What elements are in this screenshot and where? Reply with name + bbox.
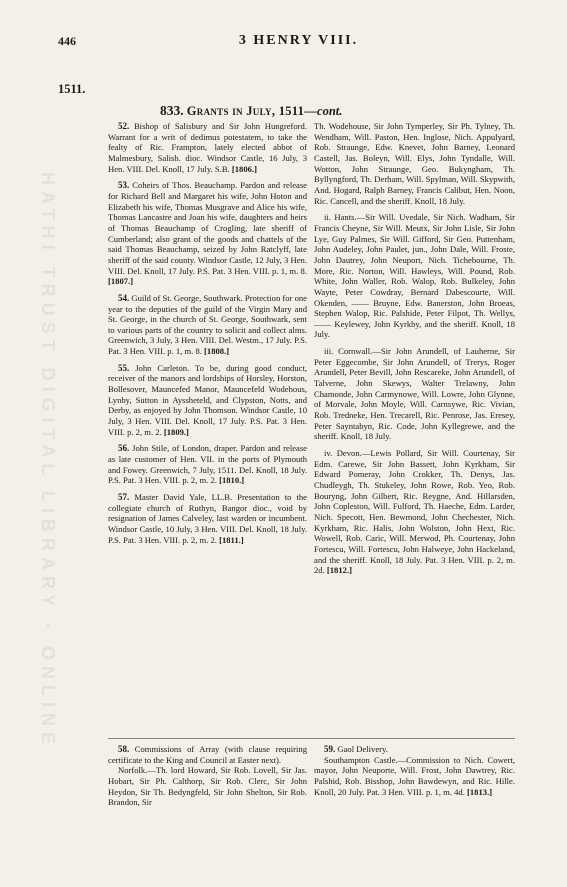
- county-text: iii. Cornwall.—Sir John Arundell, of Lauherne, Sir Peter Eggecombe, Sir John Arundell, of Trerys, Roger Arundell, Peter Bevill, John Rescareke, John Arundell, of Talverne, John Skewys, Walter Trelawny, John Chamonde, John Carmynowe, Will. Lowre, John Glynne, of Morvale, John Moyle, Will. Carnsywe, Ric. Vivian, Rob. Tredneke, Hen. Trecarell, Ric. Penrose, Jas. Eresey, Peter Sayntabyn, Ric. Code, John Kyllegrewe, and the sheriff. Knoll, 18 July.: [314, 346, 515, 442]
- entry: [108, 180, 307, 287]
- county-text: iv. Devon.—Lewis Pollard, Sir Will. Courtenay, Sir Edm. Carewe, Sir John Bassett, John Kyrkham, Sir Edward Pomeray, John Crokker, Th. Denys, Jas. Chudleygh, Th. Stukeley, John Rowe, Rob. Yeo, Rob. Bouryng, John Gilbert, Ric. Reygne, And. Hillarsden, John Copleston, Will. Fulford, Th. Haeche, Edm. Larder, Nich. Specott, Hen. Bewmond, John Chechester, Nich. Kyrkham, Ric. Halis, John Wolston, John Hext, Ric. Wowell, Rob. Caric, Will. Merwod, Ph. Courtenay, John Fortescu, Will. Fortescu, John Halweye, John Hackeland, and the sheriff. Knoll, 18 July. Pat. 3 Hen. VIII. p. 2, m. 2d.: [314, 448, 515, 576]
- section-number: 833.: [160, 103, 184, 118]
- entry-text: Commissions of Array (with clause requiring certificate to the King and Council at Easter next).: [108, 744, 307, 765]
- left-column: [108, 121, 307, 551]
- section-title: Grants in July, 1511—: [186, 104, 318, 118]
- entry-ref: [1807.]: [108, 276, 134, 287]
- entry-ref: [1810.]: [219, 475, 245, 486]
- entry-ref: [1806.]: [231, 163, 257, 174]
- entry-number: 58.: [118, 744, 130, 754]
- entry: [108, 744, 307, 808]
- entry-number: 56.: [118, 443, 130, 454]
- entry-ref: [1812.]: [326, 565, 352, 576]
- running-head: 3 HENRY VIII.: [238, 33, 359, 48]
- entry-59: [314, 744, 515, 803]
- entry-ref: [1811.]: [219, 534, 244, 545]
- entry-number: 54.: [118, 292, 130, 303]
- entry-number: 53.: [118, 180, 130, 191]
- page-number: 446: [58, 34, 76, 48]
- entry-text: John Carleton. To be, during good conduct, receiver of the manors and lordships of Horsley, Horston, Bollesover, Mauncefed Manor, Mauncefeld Wodehous, Lynby, Sutton in Ayssheteld, and Clypston, Notts, and Derby, as enjoyed by John Thomson. Windsor Castle, 10 July, 3 Hen. VIII. Del. Knoll, 17 July. P.S. Pat. 3 Hen. VIII. p. 2, m. 2.: [108, 362, 307, 437]
- entry-text: John Stile, of London, draper. Pardon and release as late customer of Hen. VII. in the ports of Plymouth and Fowey. Greenwich, 7 July, 1511. Del. Knoll, 18 July. P.S. Pat. 3 Hen. VIII. p. 2, m. 2.: [108, 443, 307, 486]
- entry: [108, 293, 307, 357]
- entry: [108, 492, 307, 545]
- entry-continuation: Th. Wodehouse, Sir John Tymperley, Sir Ph. Tylney, Th. Wendham, Will. Paston, Hen. Inglose, Nich. Appulyard, Rob. Straunge, Edw. Knevet, John Barney, Leonard Castell, Jas. Boleyn, Will. Elys, John Tyndalle, Will. Wotton, John Straunge, Geo. Bukyngham, Th. Byllyngford, Th. Derham, Will. Spylman, Will. Skypwith, And. Hogard, Ralph Barney, Francis Calibut, Hen. Noon, Ric. Cancell, and the sheriff. Knoll, 18 July.: [314, 121, 515, 206]
- county-list: [314, 346, 515, 442]
- entry: [108, 121, 307, 174]
- entry-sub-text: Southampton Castle.—Commission to Nich. Cowert, mayor, John Neuporte, Will. Frost, John Dawtrey, Ric. Palshid, Rob. Bisshop, John Bawdewyn, and Ric. Hille. Knoll, 20 July. Pat. 3 Hen. VIII. p. 1, m. 4d.: [314, 754, 515, 797]
- entry: [108, 443, 307, 486]
- entry-text: Master David Yale, LL.B. Presentation to the collegiate church of Ruthyn, Bangor dioc., void by resignation of James Calveley, last warden or incumbent. Windsor Castle, 10 July, 3 Hen. VIII. Del. Knoll, 18 July. P.S. Pat. 3 Hen. VIII. p. 2, m. 2.: [108, 492, 307, 545]
- entry-number: 52.: [118, 121, 130, 131]
- section-cont: cont.: [317, 104, 343, 118]
- entry-text: Guild of St. George, Southwark. Protection for one year to the deputies of the guild of the Virgin Mary and St. George, in the church of St. George, Southwark, sent to various parts of the country to solicit and collect alms. Greenwich, 3 July, 3 Hen. VIII. Del. Westm., 17 July. P.S. Pat. 3 Hen. VIII. p. 1, m. 8.: [108, 292, 307, 357]
- county-list: [314, 212, 515, 340]
- entry-text: Bishop of Salisbury and Sir John Hungreford. Warrant for a writ of dedimus potestatem, to take the fealty of Ric. Frampton, lately elected abbot of Malmesbury, Salisb. dioc. Windsor Castle, 16 July, 3 Hen. VIII. Del. Knoll, 17 July. S.B.: [108, 121, 307, 174]
- entry-text: Coheirs of Thos. Beauchamp. Pardon and release for Richard Bell and Margaret his wife, John Hoton and Elizabeth his wife, Thomas Musgrave and Alice his wife, Thomas Lancastre and Joan his wife, daughters and heirs of Thomas Beauchamp of Crogling, late sheriff of Cumberland; also grant of the goods and chattels of the said Thomas Beauchamp, seized by John Ratclyff, late sheriff of the said county. Windsor Castle, 12 July, 3 Hen. VIII. Del. Knoll, 17 July. P.S. Pat. 3 Hen. VIII. p. 1, m. 8.: [108, 180, 307, 276]
- entry-number: 57.: [118, 492, 130, 502]
- county-list: [314, 448, 515, 576]
- entry-sub: Norfolk.—Th. lord Howard, Sir Rob. Lovell, Sir Jas. Hobart, Sir Ph. Calthorp, Sir Rob. Clerc, Sir John Heydon, Sir Th. Bedyngfeld, Sir John Shelton, Sir Rob. Brandon, Sir: [108, 765, 307, 808]
- entry-ref: [1808.]: [204, 346, 230, 357]
- entry-number: 59.: [324, 744, 336, 754]
- county-text: ii. Hants.—Sir Will. Uvedale, Sir Nich. Wadham, Sir Francis Cheyne, Sir Will. Meutx, Sir John Lisle, Sir John Lye, Guy Palmes, Sir Will. Gifford, Sir Geo. Puttenham, John Audeley, John Paulet, jun., John Dale, Will. Froste, John Dautrey, John Neuport, Nich. Tichebourne, Th. More, Ric. Norton, Will. Hawleys, Will. Pound, Rob. White, John Waller, Rob. Walop, Rob. Bulkeley, John Wayte, Peter Cowdray, Bernard Dabescourte, Will. Okenden, —— Bruyne, Edw. Banerston, John Broeas, Stephen Walop, Ric. Palshide, Peter Filpot, Th. Wellys, —— Keylewey, John Kyrkby, and the sheriff. Knoll, 18 July.: [314, 212, 515, 340]
- right-column: [314, 121, 515, 582]
- library-watermark: HATHI TRUST DIGITAL LIBRARY · ONLINE: [38, 172, 58, 750]
- entry-number: 55.: [118, 362, 130, 373]
- section-heading: [160, 103, 342, 119]
- entry-58: [108, 744, 307, 814]
- entry-ref: [1809.]: [163, 426, 189, 437]
- entry: [314, 744, 515, 797]
- year-marker: 1511.: [58, 82, 86, 96]
- column-divider: [108, 738, 515, 739]
- entry-ref: [1813.]: [467, 786, 493, 797]
- entry-sub: [314, 755, 515, 798]
- entry: [108, 363, 307, 438]
- entry-text: Gaol Delivery.: [335, 744, 388, 754]
